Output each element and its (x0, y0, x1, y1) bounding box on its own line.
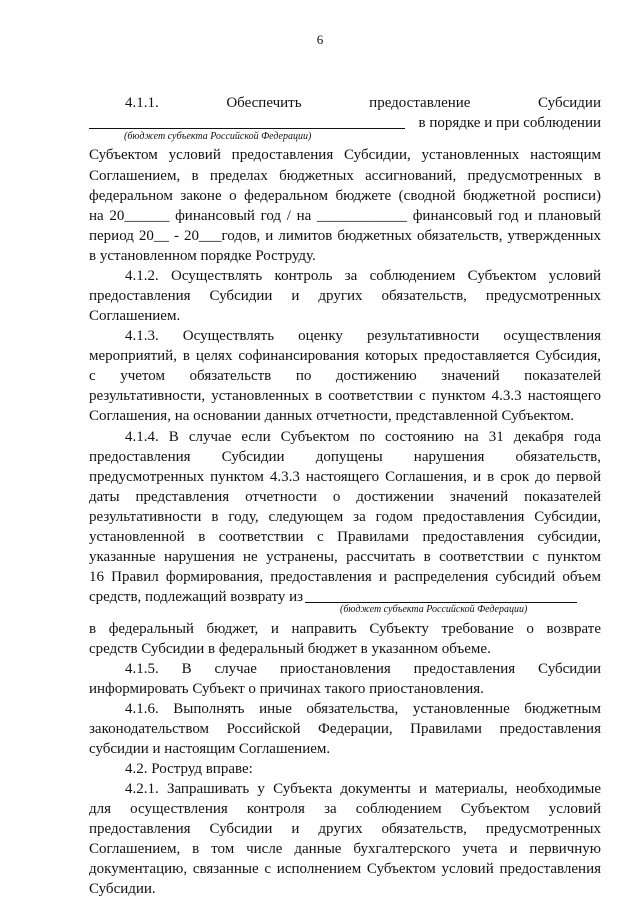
text-line: для осуществления контроля за соблюдением Субъектом условий (89, 801, 601, 817)
text-line: 16 Правил формирования, предоставления и распределения субсидий объем (89, 569, 601, 585)
text-line: законодательством Российской Федерации, Правилами предоставления (89, 721, 601, 737)
text-line: 4.1.1. Обеспечить предоставление Субсидии (125, 95, 601, 111)
text-line: Субсидии. (89, 881, 156, 897)
text-line: Соглашением, в том числе данные бухгалтерского учета и первичную (89, 841, 601, 857)
text-line: федеральном законе о федеральном бюджете (сводной бюджетной росписи) (89, 188, 601, 204)
text-line: результативности в году, следующем за годом предоставления Субсидии, (89, 509, 601, 525)
text-line: 4.1.4. В случае если Субъектом по состоянию на 31 декабря года (125, 429, 601, 445)
text-line: 4.1.6. Выполнять иные обязательства, установленные бюджетным (125, 701, 601, 717)
blank-underline (89, 128, 405, 129)
text-line: субсидии и настоящим Соглашением. (89, 741, 331, 757)
text-line: указанные нарушения не устранены, рассчитать в соответствии с пунктом (89, 549, 601, 565)
text-line: документацию, связанные с исполнением Субъектом условий предоставления (89, 861, 601, 877)
text-line: средств, подлежащий возврату из (89, 589, 304, 605)
blank-underline (305, 602, 577, 603)
page-number: 6 (316, 32, 324, 47)
text-line: предоставления Субсидии допущены нарушения обязательств, (89, 449, 601, 465)
text-line: 4.1.5. В случае приостановления предоставления Субсидии (125, 661, 601, 677)
text-line: предоставления Субсидии и других обязательств, предусмотренных (89, 821, 601, 837)
text-line: мероприятий, в целях софинансирования которых предоставляется Субсидия, (89, 348, 601, 364)
text-line: 4.2.1. Запрашивать у Субъекта документы и материалы, необходимые (125, 781, 601, 797)
field-caption: (бюджет субъекта Российской Федерации) (124, 131, 312, 142)
text-line: средств Субсидии в федеральный бюджет в указанном объеме. (89, 641, 491, 657)
text-line: результативности, установленных в соответствии с пунктом 4.3.3 настоящего (89, 388, 601, 404)
text-line: 4.1.2. Осуществлять контроль за соблюдением Субъектом условий (125, 268, 601, 284)
text-line: Соглашением. (89, 308, 181, 324)
field-caption: (бюджет субъекта Российской Федерации) (340, 604, 528, 615)
text-line: Соглашением, в пределах бюджетных ассигнований, предусмотренных в (89, 168, 601, 184)
text-line: 4.2. Роструд вправе: (125, 761, 253, 777)
text-line: в установленном порядке Роструду. (89, 248, 316, 264)
text-line: период 20__ - 20___годов, и лимитов бюджетных обязательств, утвержденных (89, 228, 601, 244)
text-line: в порядке и при соблюдении (418, 115, 601, 131)
text-line: с учетом обязательств по достижению значений показателей (89, 368, 601, 384)
text-line: даты представления отчетности о достижении значений показателей (89, 489, 601, 505)
text-line: установленной в соответствии с Правилами предоставления субсидии, (89, 529, 601, 545)
text-line: информировать Субъект о причинах такого приостановления. (89, 681, 484, 697)
text-line: на 20______ финансовый год / на ____________ финансовый год и плановый (89, 208, 601, 224)
text-line: предусмотренных пунктом 4.3.3 настоящего Соглашения, и в срок до первой (89, 469, 601, 485)
text-line: Соглашения, на основании данных отчетности, представленной Субъектом. (89, 408, 575, 424)
text-line: Субъектом условий предоставления Субсидии, установленных настоящим (89, 147, 601, 163)
text-line: в федеральный бюджет, и направить Субъекту требование о возврате (89, 621, 601, 637)
text-line: 4.1.3. Осуществлять оценку результативности осуществления (125, 328, 601, 344)
text-line: предоставления Субсидии и других обязательств, предусмотренных (89, 288, 601, 304)
